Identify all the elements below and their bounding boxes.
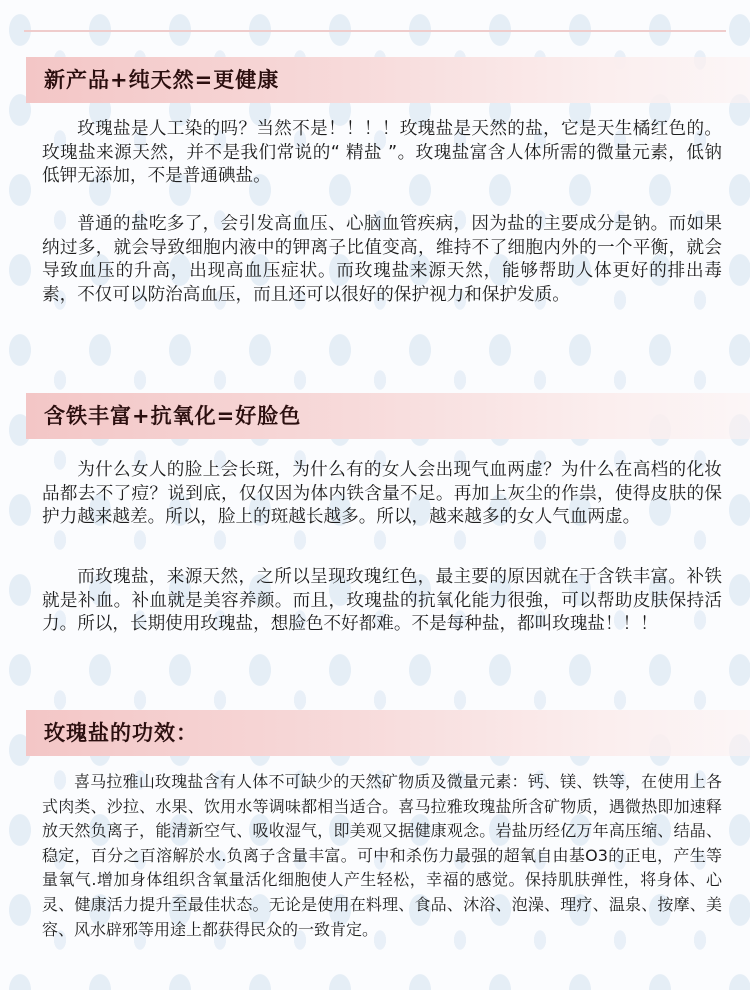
top-divider [24,30,726,32]
paragraph: 喜马拉雅山玫瑰盐含有人体不可缺少的天然矿物质及微量元素：钙、镁、铁等，在使用上各式肉类、沙拉、水果、饮用水等调味都相当适合。喜马拉雅玫瑰盐所含矿物质，遇微热即加速释放天然负离子，能清新空气、吸收湿气，即美观又据健康观念。岩盐历经亿万年高压缩、结晶、稳定，百分之百溶解於水.负离子含量丰富。可中和杀伤力最强的超氧自由基O3的正电，产生等量氧气.增加身体组织含氧量活化细胞使人产生轻松，幸福的感觉。保持肌肤弹性，将身体、心灵、健康活力提升至最佳状态。无论是使用在料理、食品、沐浴、泡澡、理疗、温泉、按摩、美容、风水辟邪等用途上都获得民众的一致肯定。 [42,772,722,939]
section-title: 玫瑰盐的功效： [44,721,198,745]
paragraph: 普通的盐吃多了，会引发高血压、心脑血管疾病，因为盐的主要成分是钠。而如果纳过多，就会导致细胞内液中的钾离子比值变高，维持不了细胞内外的一个平衡，就会导致血压的升高，出现高血压症状。而玫瑰盐来源天然，能够帮助人体更好的排出毒素，不仅可以防治高血压，而且还可以很好的保护视力和保护发质。 [42,214,722,305]
paragraph: 为什么女人的脸上会长斑，为什么有的女人会出现气血两虚？为什么在高档的化妆品都去不了痘？说到底，仅仅因为体内铁含量不足。再加上灰尘的作祟，使得皮肤的保护力越来越差。所以，脸上的斑越长越多。所以，越来越多的女人气血两虚。 [42,460,722,527]
section-title: 含铁丰富+抗氧化=好脸色 [44,404,302,428]
section-title: 新产品+纯天然=更健康 [44,68,280,92]
paragraph: 玫瑰盐是人工染的吗？当然不是！！！！玫瑰盐是天然的盐，它是天生橘红色的。玫瑰盐来源天然，并不是我们常说的“ 精盐 ”。玫瑰盐富含人体所需的微量元素，低钠低钾无添加，不是普通碘盐。 [42,119,722,186]
paragraph: 而玫瑰盐，来源天然，之所以呈现玫瑰红色，最主要的原因就在于含铁丰富。补铁就是补血。补血就是美容养颜。而且，玫瑰盐的抗氧化能力很強，可以帮助皮肤保持活力。所以，长期使用玫瑰盐，想脸色不好都难。不是每种盐，都叫玫瑰盐！！！ [42,567,722,634]
